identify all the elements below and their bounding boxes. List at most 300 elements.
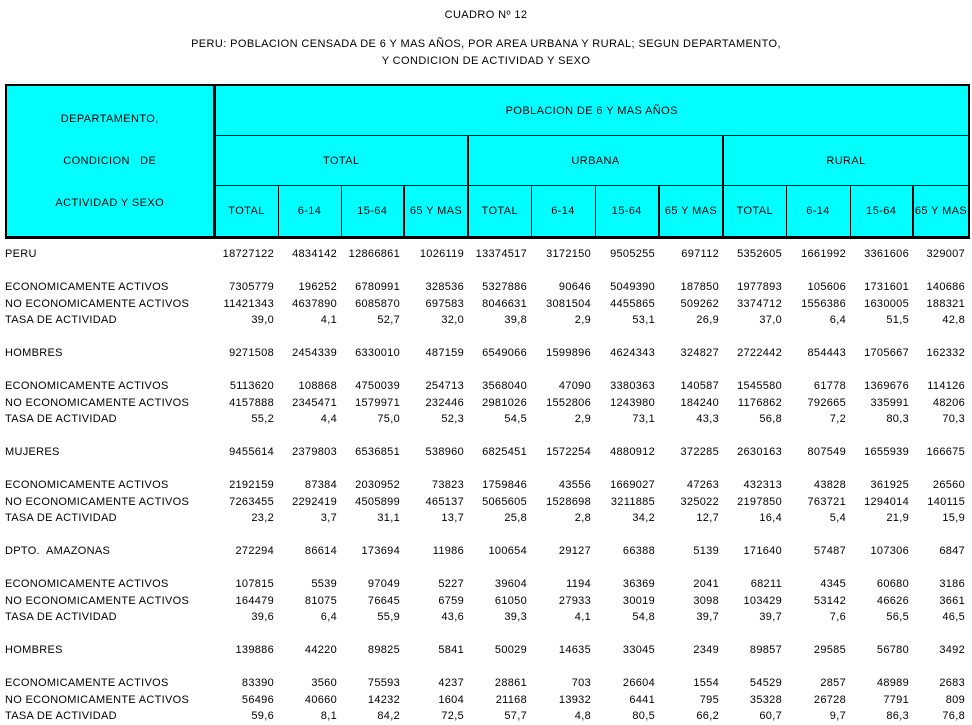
cell-value: 329007: [926, 248, 965, 261]
cell-value: 335991: [870, 396, 909, 409]
cell-value: 6536851: [355, 446, 400, 459]
cell-value: 4157888: [229, 396, 274, 409]
cell-value: 1294014: [864, 495, 909, 508]
col-header-rural-total: TOTAL: [723, 185, 786, 237]
row-label: TASA DE ACTIVIDAD: [5, 512, 117, 525]
cell-value: 114126: [927, 380, 965, 393]
spacer-row: [5, 428, 968, 445]
group-header-total: TOTAL: [214, 136, 468, 185]
cell-value: 16,4: [759, 512, 782, 525]
cell-value: 5539: [311, 578, 337, 591]
cell-value: 75593: [367, 677, 400, 690]
cell-value: 75,0: [377, 413, 400, 426]
cell-value: 5113620: [229, 380, 274, 393]
row-label: TASA DE ACTIVIDAD: [5, 314, 117, 327]
cell-value: 1176862: [737, 396, 782, 409]
cell-value: 84,2: [377, 710, 400, 723]
row-label: TASA DE ACTIVIDAD: [5, 710, 117, 723]
cell-value: 9,7: [829, 710, 846, 723]
cell-value: 83390: [241, 677, 274, 690]
table-row: [5, 246, 968, 263]
cell-value: 703: [571, 677, 591, 690]
cell-value: 1554: [693, 677, 719, 690]
cell-value: 26728: [813, 693, 846, 706]
cell-value: 4237: [438, 677, 464, 690]
cell-value: 2,9: [574, 314, 591, 327]
table-row: [5, 510, 968, 527]
cell-value: 5327886: [482, 281, 527, 294]
spacer-cell: [5, 362, 968, 379]
cell-value: 6825451: [482, 446, 527, 459]
cell-value: 324827: [680, 347, 719, 360]
cell-value: 272294: [235, 545, 274, 558]
cell-value: 26,9: [696, 314, 719, 327]
cell-value: 3172150: [546, 248, 591, 261]
col-header-total-6-14: 6-14: [278, 185, 341, 237]
cell-value: 1552806: [546, 396, 591, 409]
cell-value: 73,1: [632, 413, 655, 426]
cell-value: 44220: [304, 644, 337, 657]
row-label: NO ECONOMICAMENTE ACTIVOS: [5, 396, 190, 409]
cell-value: 34,2: [632, 512, 655, 525]
cell-value: 57,7: [504, 710, 527, 723]
cell-value: 4505899: [355, 495, 400, 508]
row-label: DPTO. AMAZONAS: [5, 545, 111, 558]
cell-value: 70,3: [942, 413, 965, 426]
cell-value: 48206: [932, 396, 965, 409]
spacer-row: [5, 263, 968, 280]
cell-value: 4880912: [610, 446, 655, 459]
cell-value: 5065605: [482, 495, 527, 508]
cell-value: 1556386: [801, 297, 846, 310]
cell-value: 171640: [743, 545, 782, 558]
stub-header-line3: ACTIVIDAD Y SEXO: [55, 197, 165, 209]
cell-value: 6441: [629, 693, 655, 706]
row-label: HOMBRES: [5, 644, 63, 657]
cell-value: 43,6: [441, 611, 464, 624]
cell-value: 7305779: [229, 281, 274, 294]
row-label: MUJERES: [5, 446, 60, 459]
cell-value: 9271508: [229, 347, 274, 360]
cell-value: 2,8: [574, 512, 591, 525]
cell-value: 4750039: [355, 380, 400, 393]
cell-value: 1026119: [419, 248, 464, 261]
cell-value: 4,1: [320, 314, 337, 327]
cell-value: 1655939: [864, 446, 909, 459]
cell-value: 43828: [813, 479, 846, 492]
cell-value: 1630005: [864, 297, 909, 310]
cell-value: 1528698: [546, 495, 591, 508]
cell-value: 87384: [304, 479, 337, 492]
cell-value: 9455614: [229, 446, 274, 459]
cell-value: 56496: [241, 693, 274, 706]
cell-value: 509262: [680, 297, 719, 310]
cell-value: 31,1: [377, 512, 400, 525]
cell-value: 81075: [304, 594, 337, 607]
cell-value: 432313: [743, 479, 782, 492]
cell-value: 140587: [680, 380, 719, 393]
stub-header-line1: DEPARTAMENTO,: [60, 113, 159, 125]
cell-value: 372285: [680, 446, 719, 459]
cell-value: 328536: [425, 281, 464, 294]
cell-value: 97049: [367, 578, 400, 591]
cell-value: 4834142: [292, 248, 337, 261]
cell-value: 21,9: [886, 512, 909, 525]
table-row: [5, 279, 968, 296]
col-header-rural-15-64: 15-64: [850, 185, 913, 237]
row-label: ECONOMICAMENTE ACTIVOS: [5, 281, 169, 294]
spacer-cell: [5, 263, 968, 280]
row-label: ECONOMICAMENTE ACTIVOS: [5, 578, 169, 591]
cell-value: 80,5: [632, 710, 655, 723]
data-rows: [5, 246, 968, 725]
cell-value: 36369: [622, 578, 655, 591]
cell-value: 55,9: [377, 611, 400, 624]
table-row: [5, 692, 968, 709]
cell-value: 232446: [425, 396, 464, 409]
spacer-row: [5, 659, 968, 676]
col-header-urbana-15-64: 15-64: [595, 185, 659, 237]
cell-value: 2345471: [292, 396, 337, 409]
cell-value: 42,8: [942, 314, 965, 327]
col-header-urbana-65ymas: 65 Y MAS: [659, 185, 723, 237]
cell-value: 166675: [926, 446, 965, 459]
cell-value: 39,7: [759, 611, 782, 624]
cell-value: 1243980: [610, 396, 655, 409]
cell-value: 40660: [304, 693, 337, 706]
cell-value: 1731601: [864, 281, 909, 294]
row-label: ECONOMICAMENTE ACTIVOS: [5, 677, 169, 690]
cell-value: 2630163: [737, 446, 782, 459]
cell-value: 89857: [749, 644, 782, 657]
row-label: PERU: [5, 248, 37, 261]
cell-value: 1661992: [801, 248, 846, 261]
table-row: [5, 444, 968, 461]
cell-value: 60,7: [759, 710, 782, 723]
col-header-total-65ymas: 65 Y MAS: [404, 185, 468, 237]
cell-value: 1604: [438, 693, 464, 706]
cell-value: 3560: [311, 677, 337, 690]
table-row: [5, 411, 968, 428]
col-header-urbana-6-14: 6-14: [531, 185, 595, 237]
row-label: ECONOMICAMENTE ACTIVOS: [5, 380, 169, 393]
cell-value: 254713: [425, 380, 464, 393]
cell-value: 12,7: [696, 512, 719, 525]
cell-value: 54,5: [504, 413, 527, 426]
cell-value: 59,6: [251, 710, 274, 723]
cell-value: 46626: [876, 594, 909, 607]
cell-value: 52,3: [441, 413, 464, 426]
cell-value: 39,0: [251, 314, 274, 327]
cell-value: 1977893: [737, 281, 782, 294]
cell-value: 35328: [749, 693, 782, 706]
cell-value: 538960: [425, 446, 464, 459]
cell-value: 7,6: [829, 611, 846, 624]
cell-value: 3081504: [546, 297, 591, 310]
cell-value: 86614: [304, 545, 337, 558]
stub-header-line2: CONDICION DE: [63, 155, 157, 167]
cell-value: 61778: [813, 380, 846, 393]
row-label: NO ECONOMICAMENTE ACTIVOS: [5, 693, 190, 706]
cell-value: 21168: [495, 693, 527, 706]
cell-value: 6,4: [320, 611, 337, 624]
table-row: [5, 576, 968, 593]
cell-value: 15,9: [942, 512, 965, 525]
cell-value: 1599896: [546, 347, 591, 360]
row-label: TASA DE ACTIVIDAD: [5, 611, 117, 624]
cell-value: 2292419: [292, 495, 337, 508]
cell-value: 3211885: [610, 495, 655, 508]
cell-value: 325022: [680, 495, 719, 508]
cell-value: 54529: [749, 677, 782, 690]
cell-value: 4,8: [574, 710, 591, 723]
col-header-total-15-64: 15-64: [341, 185, 404, 237]
cell-value: 73823: [431, 479, 464, 492]
table-row: [5, 312, 968, 329]
table-header: [5, 84, 970, 239]
cell-value: 2192159: [229, 479, 274, 492]
cell-value: 5227: [438, 578, 464, 591]
title-block: [0, 0, 972, 84]
cell-value: 3186: [939, 578, 965, 591]
cell-value: 25,8: [504, 512, 527, 525]
cell-value: 66388: [622, 545, 655, 558]
cell-value: 39,7: [696, 611, 719, 624]
cell-value: 162332: [926, 347, 965, 360]
cell-value: 3,7: [320, 512, 337, 525]
group-header-rural: RURAL: [723, 136, 969, 185]
cell-value: 2349: [693, 644, 719, 657]
cell-value: 8046631: [482, 297, 527, 310]
cell-value: 6,4: [829, 314, 846, 327]
cell-value: 5841: [438, 644, 464, 657]
cell-value: 7791: [883, 693, 909, 706]
cell-value: 54,8: [632, 611, 655, 624]
cell-value: 37,0: [759, 314, 782, 327]
cell-value: 140115: [927, 495, 965, 508]
table-row: [5, 708, 968, 725]
cell-value: 9505255: [610, 248, 655, 261]
cell-value: 52,7: [377, 314, 400, 327]
cell-value: 3568040: [482, 380, 527, 393]
row-label: NO ECONOMICAMENTE ACTIVOS: [5, 297, 190, 310]
cell-value: 39604: [494, 578, 527, 591]
cell-value: 8,1: [320, 710, 337, 723]
cell-value: 13374517: [475, 248, 527, 261]
cell-value: 7263455: [229, 495, 274, 508]
cell-value: 46,5: [942, 611, 965, 624]
stub-header: [6, 85, 214, 238]
cell-value: 697583: [425, 297, 464, 310]
cell-value: 50029: [494, 644, 527, 657]
table-row: [5, 642, 968, 659]
cell-value: 14635: [558, 644, 591, 657]
col-header-urbana-total: TOTAL: [468, 185, 531, 237]
cell-value: 2041: [693, 578, 719, 591]
cell-value: 80,3: [886, 413, 909, 426]
col-header-rural-6-14: 6-14: [786, 185, 850, 237]
cell-value: 32,0: [441, 314, 464, 327]
cell-value: 105606: [807, 281, 846, 294]
row-label: NO ECONOMICAMENTE ACTIVOS: [5, 495, 190, 508]
cell-value: 1194: [566, 578, 591, 591]
cell-value: 30019: [622, 594, 655, 607]
cell-value: 1545580: [737, 380, 782, 393]
cell-value: 3374712: [737, 297, 782, 310]
cell-value: 68211: [750, 578, 782, 591]
cell-value: 4,1: [574, 611, 591, 624]
table-row: [5, 345, 968, 362]
cell-value: 2683: [939, 677, 965, 690]
spacer-cell: [5, 329, 968, 346]
table-row: [5, 675, 968, 692]
cell-value: 60680: [876, 578, 909, 591]
spacer-cell: [5, 560, 968, 577]
table-row: [5, 609, 968, 626]
cell-value: 18727122: [222, 248, 274, 261]
cell-value: 66,2: [696, 710, 719, 723]
cell-value: 13,7: [441, 512, 464, 525]
cell-value: 53,1: [632, 314, 655, 327]
cell-value: 792665: [807, 396, 846, 409]
table-row: [5, 543, 968, 560]
cell-value: 28861: [494, 677, 527, 690]
cell-value: 2030952: [355, 479, 400, 492]
cell-value: 140686: [926, 281, 965, 294]
cell-value: 29127: [558, 545, 591, 558]
row-label: NO ECONOMICAMENTE ACTIVOS: [5, 594, 190, 607]
cell-value: 48989: [876, 677, 909, 690]
cell-value: 4345: [820, 578, 846, 591]
cell-value: 39,8: [504, 314, 527, 327]
cell-value: 90646: [558, 281, 591, 294]
cell-value: 3361606: [864, 248, 909, 261]
spacer-row: [5, 527, 968, 544]
cell-value: 56780: [876, 644, 909, 657]
cell-value: 43556: [558, 479, 591, 492]
cell-value: 27933: [558, 594, 591, 607]
cell-value: 187850: [680, 281, 719, 294]
cell-value: 6847: [939, 545, 965, 558]
table-row: [5, 494, 968, 511]
table-row: [5, 593, 968, 610]
cell-value: 196252: [298, 281, 337, 294]
cell-value: 4,4: [320, 413, 337, 426]
cell-value: 763721: [807, 495, 846, 508]
cell-value: 6085870: [355, 297, 400, 310]
cell-value: 72,5: [441, 710, 464, 723]
spacer-cell: [5, 428, 968, 445]
cell-value: 86,3: [886, 710, 909, 723]
cell-value: 13932: [558, 693, 591, 706]
cell-value: 5049390: [610, 281, 655, 294]
cell-value: 184240: [680, 396, 719, 409]
cell-value: 465137: [425, 495, 464, 508]
cell-value: 57487: [813, 545, 846, 558]
cell-value: 2,9: [574, 413, 591, 426]
spacer-row: [5, 461, 968, 478]
row-label: TASA DE ACTIVIDAD: [5, 413, 117, 426]
cell-value: 2981026: [482, 396, 527, 409]
row-label: HOMBRES: [5, 347, 63, 360]
page-title: CUADRO Nº 12: [444, 9, 528, 21]
cell-value: 12866861: [348, 248, 400, 261]
cell-value: 6330010: [355, 347, 400, 360]
table-row: [5, 477, 968, 494]
cell-value: 14232: [367, 693, 400, 706]
spacer-cell: [5, 527, 968, 544]
spacer-row: [5, 329, 968, 346]
cell-value: 23,2: [251, 512, 274, 525]
cell-value: 3098: [693, 594, 719, 607]
cell-value: 26560: [932, 479, 965, 492]
cell-value: 107306: [870, 545, 909, 558]
cell-value: 6759: [438, 594, 464, 607]
cell-value: 11986: [432, 545, 464, 558]
col-header-total-total: TOTAL: [214, 185, 278, 237]
spacer-row: [5, 362, 968, 379]
table-row: [5, 378, 968, 395]
cell-value: 56,8: [759, 413, 782, 426]
cell-value: 56,5: [886, 611, 909, 624]
spacer-cell: [5, 461, 968, 478]
cell-value: 29585: [813, 644, 846, 657]
cell-value: 107815: [235, 578, 274, 591]
cell-value: 487159: [425, 347, 464, 360]
cell-value: 2857: [820, 677, 846, 690]
table-row: [5, 296, 968, 313]
cell-value: 47263: [686, 479, 719, 492]
cell-value: 53142: [813, 594, 846, 607]
cell-value: 26604: [622, 677, 655, 690]
cell-value: 89825: [367, 644, 400, 657]
cell-value: 33045: [622, 644, 655, 657]
cell-value: 5,4: [829, 512, 846, 525]
cell-value: 76645: [367, 594, 400, 607]
cell-value: 43,3: [696, 413, 719, 426]
cell-value: 1669027: [610, 479, 655, 492]
cell-value: 1759846: [482, 479, 527, 492]
cell-value: 3380363: [610, 380, 655, 393]
cell-value: 4624343: [610, 347, 655, 360]
cell-value: 2454339: [292, 347, 337, 360]
cell-value: 1369676: [864, 380, 909, 393]
cell-value: 188321: [926, 297, 965, 310]
spacer-row: [5, 560, 968, 577]
cell-value: 100654: [488, 545, 527, 558]
cell-value: 47090: [558, 380, 591, 393]
cell-value: 108868: [298, 380, 337, 393]
table-subtitle-line2: Y CONDICION DE ACTIVIDAD Y SEXO: [381, 55, 591, 67]
cell-value: 173694: [361, 545, 400, 558]
data-table: [5, 246, 968, 725]
table-subtitle-line1: PERU: POBLACION CENSADA DE 6 Y MAS AÑOS, POR AREA URBANA Y RURAL; SEGUN DEPARTAMENTO,: [191, 38, 781, 50]
cell-value: 3661: [939, 594, 965, 607]
col-header-rural-65ymas: 65 Y MAS: [913, 185, 969, 237]
cell-value: 2197850: [737, 495, 782, 508]
cell-value: 854443: [807, 347, 846, 360]
cell-value: 1705667: [864, 347, 909, 360]
cell-value: 164479: [235, 594, 274, 607]
cell-value: 2379803: [292, 446, 337, 459]
cell-value: 5139: [693, 545, 719, 558]
cell-value: 1572254: [546, 446, 591, 459]
cell-value: 6549066: [482, 347, 527, 360]
top-header: POBLACION DE 6 Y MAS AÑOS: [214, 85, 969, 136]
cell-value: 55,2: [251, 413, 274, 426]
spacer-cell: [5, 659, 968, 676]
cell-value: 809: [945, 693, 965, 706]
